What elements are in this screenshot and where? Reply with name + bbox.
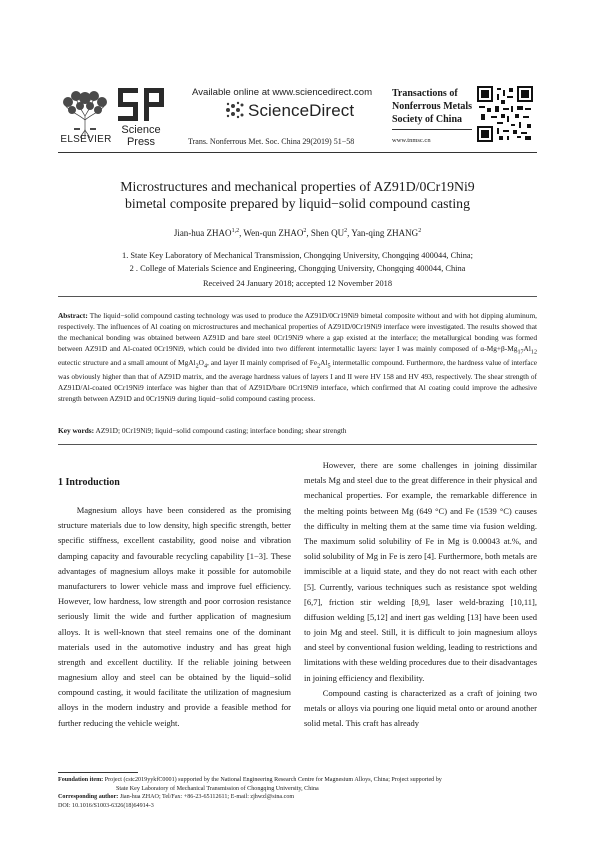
footnote-doi: DOI: 10.1016/S1003-6326(18)64914-3	[58, 802, 154, 809]
affiliations	[58, 249, 537, 275]
available-online-text: Available online at www.sciencedirect.com	[192, 87, 373, 98]
science-press-label-line2: Press	[126, 136, 156, 148]
footnotes	[58, 776, 537, 810]
journal-name	[392, 87, 472, 126]
article-title	[58, 178, 537, 212]
journal-url: www.tnmsc.cn	[392, 137, 431, 144]
author-affiliation-marker: 2	[303, 228, 307, 234]
footnote-divider	[58, 772, 138, 773]
elsevier-label: ELSEVIER	[60, 134, 112, 145]
abstract-text-4: O	[198, 357, 204, 367]
footnote-corresponding	[58, 793, 537, 802]
author-name: Wen-qun ZHAO	[243, 228, 304, 238]
journal-name-line1: Transactions of	[392, 88, 458, 99]
author-name: Shen QU	[310, 228, 345, 238]
footnote-corresponding-text: Jian-hua ZHAO; Tel/Fax: +86-23-65112611; E-mail: zjhwzl@sina.com	[118, 794, 295, 801]
sciencedirect-icon	[224, 101, 246, 119]
footnote-foundation-label: Foundation item:	[58, 777, 104, 783]
article-title-line1: Microstructures and mechanical properties of AZ91D/0Cr19Ni9	[120, 179, 475, 194]
paragraph: Compound casting is characterized as a craft of joining two metals or alloys via pouring one liquid metal onto or around another solid metal. This craft has already	[304, 687, 537, 729]
abstract-sub-5: 2	[317, 363, 321, 370]
article-title-line2: bimetal composite prepared by liquid−solid compound casting	[125, 196, 470, 211]
journal-name-line3: Society of China	[392, 114, 462, 125]
author-name: Jian-hua ZHAO	[173, 228, 232, 238]
abstract-label: Abstract:	[58, 311, 88, 320]
footnote-foundation-cont: State Key Laboratory of Mechanical Transmission of Chongqing University, China	[116, 785, 319, 792]
author-list: Jian-hua ZHAO$^{1,2}$, Wen-qun ZHAO$^2$, Shen $QU^2$, Yan-qing ZHANG$^2$	[173, 228, 422, 238]
abstract-text-3: eutectic structure and a small amount of MgAl	[58, 357, 196, 367]
abstract-top-divider	[58, 296, 537, 297]
abstract-text-7: intermetallic compound. Furthermore, the hardness value of interface was obviously higher than that of AZ91D matrix, and the average hardness values of layers I and II were HV 158 and HV 493, respectively. The shear strength of AZ91D/Al-coated 0Cr19Ni9 interface was higher than that of AZ91D/bare 0Cr19Ni9 interface, which confirmed that Al coating could improve the adhesive strength between AZ91D and 0Cr19Ni9 during liquid−solid compound casting process.	[58, 357, 537, 403]
paragraph: However, there are some challenges in joining dissimilar metals Mg and steel due to the great difference in their physical and mechanical properties. For example, the remarkable difference in the melting points between Mg (649 °C) and Fe (1539 °C) causes the difficulty in melting them at the same time via fusion welding. The maximum solid solubility of Fe in Mg is 0.00043 at.%, and solid solubility of Mg in Fe is zero [4]. Furthermore, both metals are immiscible at a liquid state, and they do not react with each other [5]. Currently, various techniques such as resistance spot welding [6,7], friction stir welding [8,9], laser weld-brazing [10,11], diffusion welding [5,12] and inert gas welding [13] have been used to join Mg and steel. Still, it is difficult to join magnesium alloys and steel by conventional fusion welding, leading to restrictions and limitations with these welding procedures due to their disadvantages in joining efficiency and flexibility.	[304, 460, 537, 683]
footnote-foundation-text: Project (cstc2019yykfC0001) supported by the National Engineering Research Centre for Magnesium Alloys, China; Project supported by	[103, 777, 442, 783]
body-column-left	[58, 503, 291, 731]
keywords-text: AZ91D; 0Cr19Ni9; liquid−solid compound casting; interface bonding; shear strength	[94, 426, 347, 435]
journal-name-line2: Nonferrous Metals	[392, 101, 473, 112]
author-name: Yan-qing ZHANG	[351, 228, 419, 238]
journal-name-divider	[392, 129, 472, 130]
abstract-text-6: Al	[320, 357, 328, 367]
journal-reference: Trans. Nonferrous Met. Soc. China 29(2019) 51−58	[188, 137, 355, 146]
abstract-bottom-divider	[58, 444, 537, 445]
paragraph: Magnesium alloys have been considered as the promising structure materials due to low density, high specific strength, better specific stiffness, excellent castability, good noise and vibration damping capacity and favourable recycling capability [1−3]. These advantages of magnesium alloys make it possible for automobile manufacturers to lower vehicle mass and improve fuel efficiency. However, low hardness, low strength and poor corrosion resistance seriously limit the wide and further application of magnesium alloys. It is well-known that steel remains one of the dominant materials used in the automotive industry and has great high strength and excellent ductility. If the reliable joining between magnesium alloy and steel can be obtained by the liquid−solid compound casting, it would facilitate the utilization of magnesium alloys in the modern industry and provide a feasible method for further reducing the vehicle weight.	[58, 505, 291, 728]
abstract-text-2: Al	[523, 343, 531, 353]
abstract-sub-3: 2	[195, 363, 199, 370]
section-heading-introduction: 1 Introduction	[58, 477, 120, 488]
author-affiliation-marker: 1,2	[231, 228, 240, 234]
author-affiliation-marker: 2	[418, 228, 422, 234]
qr-code-icon	[477, 86, 533, 142]
sciencedirect-wordmark: ScienceDirect	[248, 101, 355, 120]
author-affiliation-marker: 2	[344, 228, 348, 234]
affiliation-1: 1. State Key Laboratory of Mechanical Transmission, Chongqing University, Chongqing 400044, China;	[122, 251, 473, 260]
abstract-sub-2: 12	[530, 349, 537, 355]
footnote-foundation	[58, 776, 537, 785]
science-press-label	[116, 124, 166, 148]
keywords	[58, 426, 537, 436]
abstract-sub-4: 4	[203, 363, 208, 370]
abstract	[58, 311, 537, 405]
abstract-sub-1: 17	[517, 349, 524, 355]
abstract-text-5: , and layer II mainly comprised of Fe	[207, 357, 318, 367]
keywords-label: Key words:	[58, 426, 95, 435]
affiliation-2: 2 . College of Materials Science and Engineering, Chongqing University, Chongqing 400044, China	[129, 264, 466, 273]
received-dates: Received 24 January 2018; accepted 12 November 2018	[202, 279, 393, 288]
header-divider	[58, 152, 537, 153]
science-press-label-line1: Science	[121, 124, 161, 136]
body-column-right	[304, 458, 537, 731]
abstract-sub-6: 5	[327, 363, 331, 370]
footnote-corresponding-label: Corresponding author:	[58, 794, 119, 801]
abstract-text-1: The liquid−solid compound casting technology was used to produce the AZ91D/0Cr19Ni9 bimetal composite without and with hot dipping aluminum, respectively. The influences of Al coating on microstructures and mechanical properties of AZ91D/0Cr19Ni9 interface were investigated. The results showed that the mechanical bonding was obtained between AZ91D and bare steel 0Cr19Ni9 where a gap existed at the interface; the metallurgical bonding was formed between AZ91D and Al-coated 0Cr19Ni9, which could be divided into two different intermetallic layers: layer I was mainly composed of α-Mg+β-Mg	[58, 311, 537, 353]
